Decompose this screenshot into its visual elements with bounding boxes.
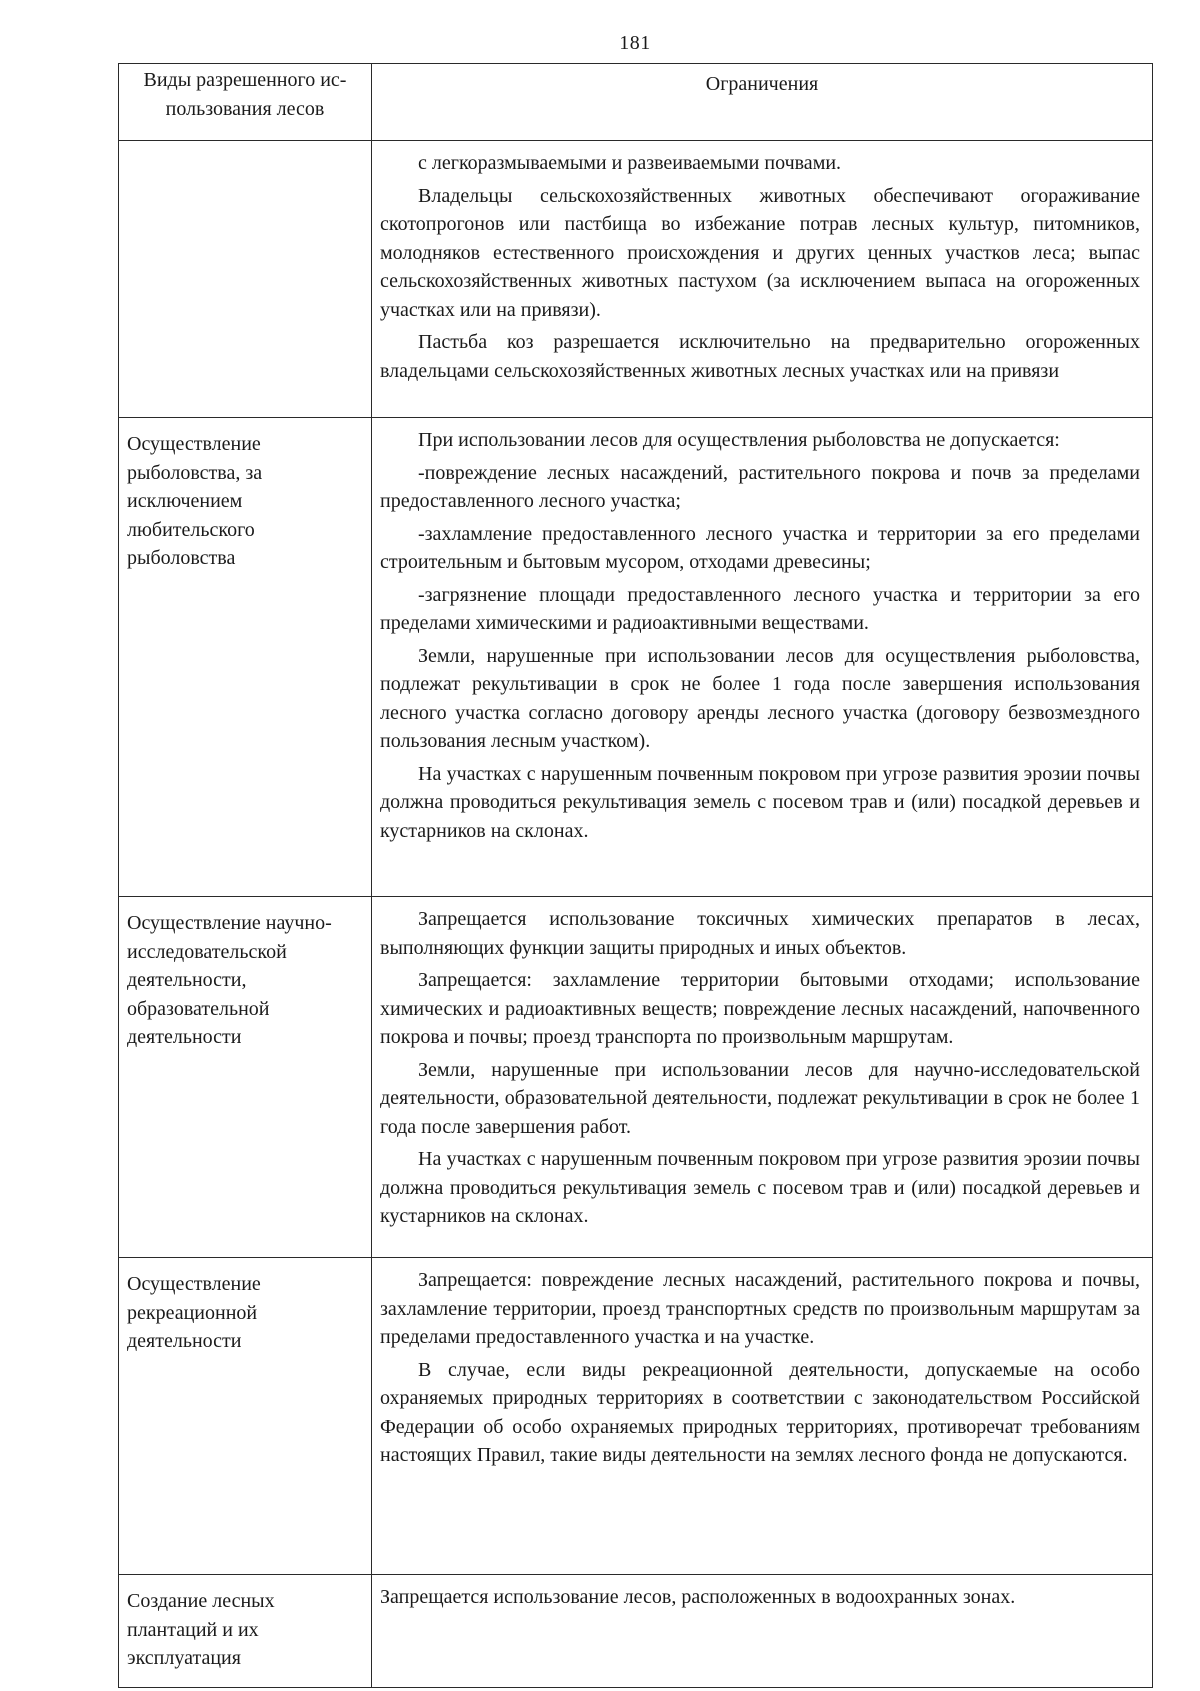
table-row xyxy=(119,141,1153,418)
table-row xyxy=(119,418,1153,897)
row-limits-cell xyxy=(372,1258,1153,1575)
header-kind: Виды разрешенного ис- пользования лесов xyxy=(119,64,372,141)
paragraph: На участках с нарушенным почвенным покровом при угрозе развития эрозии почвы должна проводиться рекультивация земель с посевом трав и (или) посадкой деревьев и кустарников на склонах. xyxy=(380,762,1140,842)
row-kind-cell: Создание лесных плантаций и их эксплуатация xyxy=(119,1575,372,1688)
restrictions-table xyxy=(118,63,1153,1688)
paragraph: Владельцы сельскохозяйственных животных обеспечивают огораживание скотопрогонов или пастбища во избежание потрав лесных культур, питомников, молодняков естественного происхождения и других ценных участков леса; выпас сельскохозяйственных животных пастухом (за исключением выпаса на огороженных участках или на привязи). xyxy=(380,184,1140,321)
row-kind-cell xyxy=(119,141,372,418)
paragraph: Земли, нарушенные при использовании лесов для осуществления рыболовства, подлежат рекультивации в срок не более 1 года после завершения использования лесного участка согласно договору аренды лесного участка (договору безвозмездного пользования лесным участком). xyxy=(380,644,1140,752)
paragraph: Запрещается использование токсичных химических препаратов в лесах, выполняющих функции защиты природных и иных объектов. xyxy=(380,908,1140,959)
paragraph: с легкоразмываемыми и развеиваемыми почвами. xyxy=(418,152,842,174)
row-kind-cell: Осуществление научно-исследовательской деятельности, образовательной деятельности xyxy=(119,897,372,1258)
paragraph: При использовании лесов для осуществления рыболовства не допускается: xyxy=(418,429,1060,451)
paragraph: -загрязнение площади предоставленного лесного участка и территории за его пределами химическими и радиоактивными веществами. xyxy=(380,583,1140,634)
paragraph: -захламление предоставленного лесного участка и территории за его пределами строительным и бытовым мусором, отходами древесины; xyxy=(380,522,1140,573)
paragraph: -повреждение лесных насаждений, растительного покрова и почв за пределами предоставленного лесного участка; xyxy=(380,461,1140,512)
paragraph: Запрещается использование лесов, расположенных в водоохранных зонах. xyxy=(380,1586,1016,1608)
table-row xyxy=(119,897,1153,1258)
paragraph: В случае, если виды рекреационной деятельности, допускаемые на особо охраняемых природных территориях в соответствии с законодательством Российской Федерации об особо охраняемых природных территориях, противоречат требованиям настоящих Правил, такие виды деятельности на землях лесного фонда не допускаются. xyxy=(380,1358,1140,1466)
header-limits: Ограничения xyxy=(372,64,1153,141)
table-row xyxy=(119,1258,1153,1575)
row-limits-cell xyxy=(372,1575,1153,1688)
row-limits-cell xyxy=(372,897,1153,1258)
row-kind-cell: Осуществление рекреационной деятельности xyxy=(119,1258,372,1575)
paragraph: Запрещается: повреждение лесных насаждений, растительного покрова и почвы, захламление территории, проезд транспортных средств по произвольным маршрутам за пределами предоставленного участка и на участке. xyxy=(380,1269,1140,1348)
table-row xyxy=(119,1575,1153,1688)
paragraph: На участках с нарушенным почвенным покровом при угрозе развития эрозии почвы должна проводиться рекультивация земель с посевом трав и (или) посадкой деревьев и кустарников на склонах. xyxy=(380,1148,1140,1227)
row-limits-cell xyxy=(372,141,1153,418)
paragraph: Земли, нарушенные при использовании лесов для научно-исследовательской деятельности, образовательной деятельности, подлежат рекультивации в срок не более 1 года после завершения работ. xyxy=(380,1058,1140,1138)
page-number: 181 xyxy=(619,32,651,54)
paragraph: Запрещается: захламление территории бытовыми отходами; использование химических и радиоактивных веществ; повреждение лесных насаждений, напочвенного покрова и почвы; проезд транспорта по произвольным маршрутам. xyxy=(380,969,1140,1048)
table-header-row xyxy=(119,64,1153,141)
row-limits-cell xyxy=(372,418,1153,897)
paragraph: Пастьба коз разрешается исключительно на предварительно огороженных владельцами сельскохозяйственных животных лесных участках или на привязи xyxy=(380,331,1140,382)
row-kind-cell: Осуществление рыболовства, за исключением любительского рыболовства xyxy=(119,418,372,897)
